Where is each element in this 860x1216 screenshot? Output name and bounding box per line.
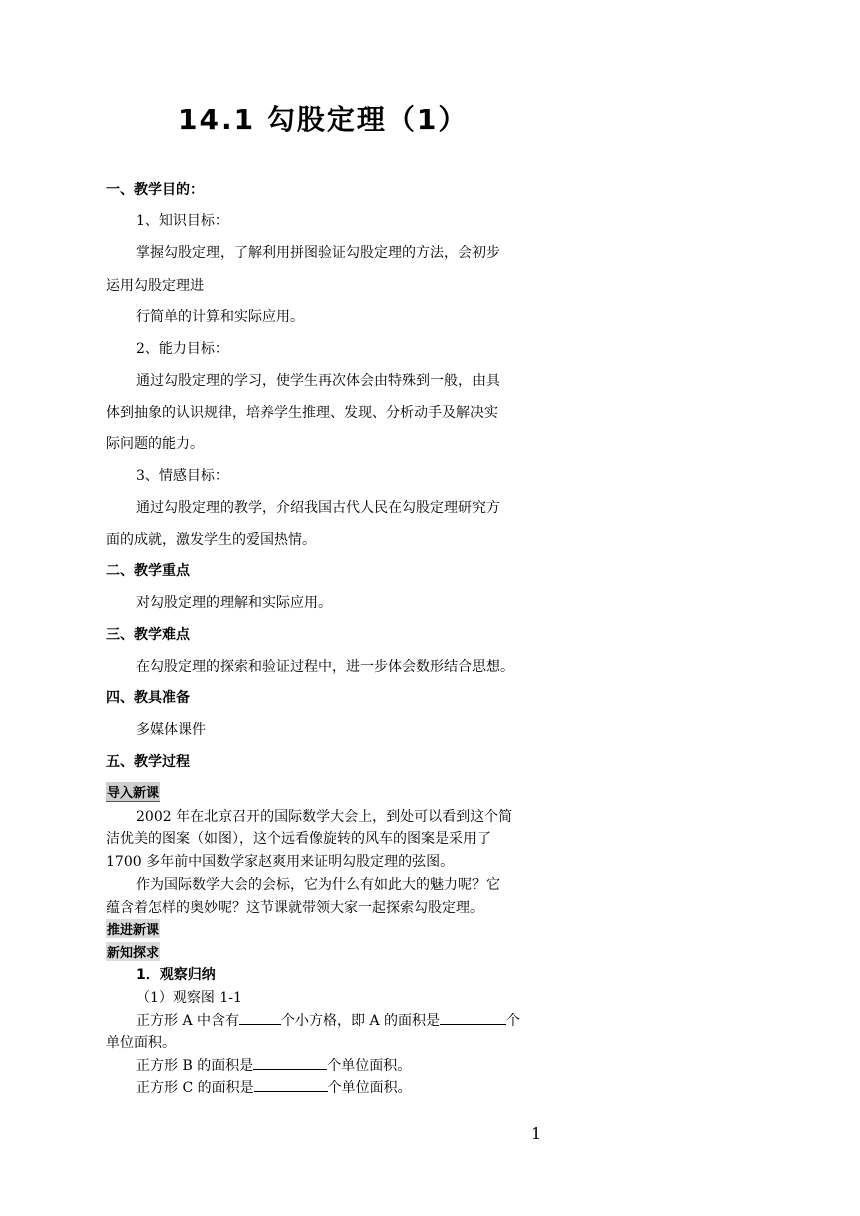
intro-line-1: 2002 年在北京召开的国际数学大会上，到处可以看到这个简 [136,809,513,825]
question-c-text-1: 正方形 C 的面积是 [136,1080,254,1096]
emotion-goal-heading: 3、情感目标： [136,468,229,484]
question-a-text-3: 个 [506,1013,521,1029]
observe-figure-label: （1）观察图 1-1 [136,990,242,1006]
section-heading-difficulties: 三、教学难点 [106,627,190,643]
question-c-text-2: 个单位面积。 [327,1080,412,1096]
question-a-continuation: 单位面积。 [106,1035,176,1051]
question-square-a [136,1010,520,1030]
ability-goal-line-1: 通过勾股定理的学习，使学生再次体会由特殊到一般，由具 [136,373,500,389]
answer-blank-a-area[interactable] [440,1010,506,1025]
tag-new-knowledge: 新知探求 [106,942,160,961]
knowledge-goal-line-1: 掌握勾股定理，了解利用拼图验证勾股定理的方法，会初步 [136,245,500,261]
page-number: 1 [531,1124,542,1143]
question-b-text-1: 正方形 B 的面积是 [136,1058,254,1074]
emotion-goal-line-2: 面的成就，激发学生的爱国热情。 [106,532,316,548]
tag-introduction: 导入新课 [106,782,160,802]
answer-blank-b-area[interactable] [253,1055,327,1070]
question-square-c [136,1077,412,1097]
intro-line-2: 洁优美的图案（如图），这个远看像旋转的风车的图案是采用了 [106,831,491,847]
intro-line-3: 1700 多年前中国数学家赵爽用来证明勾股定理的弦图。 [106,854,455,870]
question-a-text-1: 正方形 A 中含有 [136,1013,240,1029]
ability-goal-line-2: 体到抽象的认识规律，培养学生推理、发现、分析动手及解决实 [106,405,498,421]
intro-line-4: 作为国际数学大会的会标，它为什么有如此大的魅力呢？它 [136,877,500,893]
difficulties-text: 在勾股定理的探索和验证过程中，进一步体会数形结合思想。 [136,659,514,675]
ability-goal-line-3: 际问题的能力。 [106,436,204,452]
key-points-text: 对勾股定理的理解和实际应用。 [136,595,332,611]
section-heading-key-points: 二、教学重点 [106,563,190,579]
question-a-text-2: 个小方格，即 A 的面积是 [281,1013,441,1029]
answer-blank-a-count[interactable] [239,1010,281,1025]
section-heading-objectives: 一、教学目的： [106,182,204,198]
question-b-text-2: 个单位面积。 [327,1058,412,1074]
question-square-b [136,1055,411,1075]
page-title: 14.1 勾股定理（1） [178,103,469,136]
step-observe-induce: 1．观察归纳 [136,967,216,983]
tag-new-lesson: 推进新课 [106,919,160,938]
intro-line-5: 蕴含着怎样的奥妙呢？这节课就带领大家一起探索勾股定理。 [106,900,484,916]
knowledge-goal-heading: 1、知识目标： [136,213,229,229]
materials-text: 多媒体课件 [136,722,206,738]
emotion-goal-line-1: 通过勾股定理的教学，介绍我国古代人民在勾股定理研究方 [136,500,500,516]
section-heading-process: 五、教学过程 [106,754,190,770]
knowledge-goal-line-2: 运用勾股定理进 [106,278,204,294]
knowledge-goal-line-3: 行简单的计算和实际应用。 [136,309,304,325]
answer-blank-c-area[interactable] [254,1077,328,1092]
section-heading-materials: 四、教具准备 [106,690,190,706]
ability-goal-heading: 2、能力目标： [136,341,229,357]
